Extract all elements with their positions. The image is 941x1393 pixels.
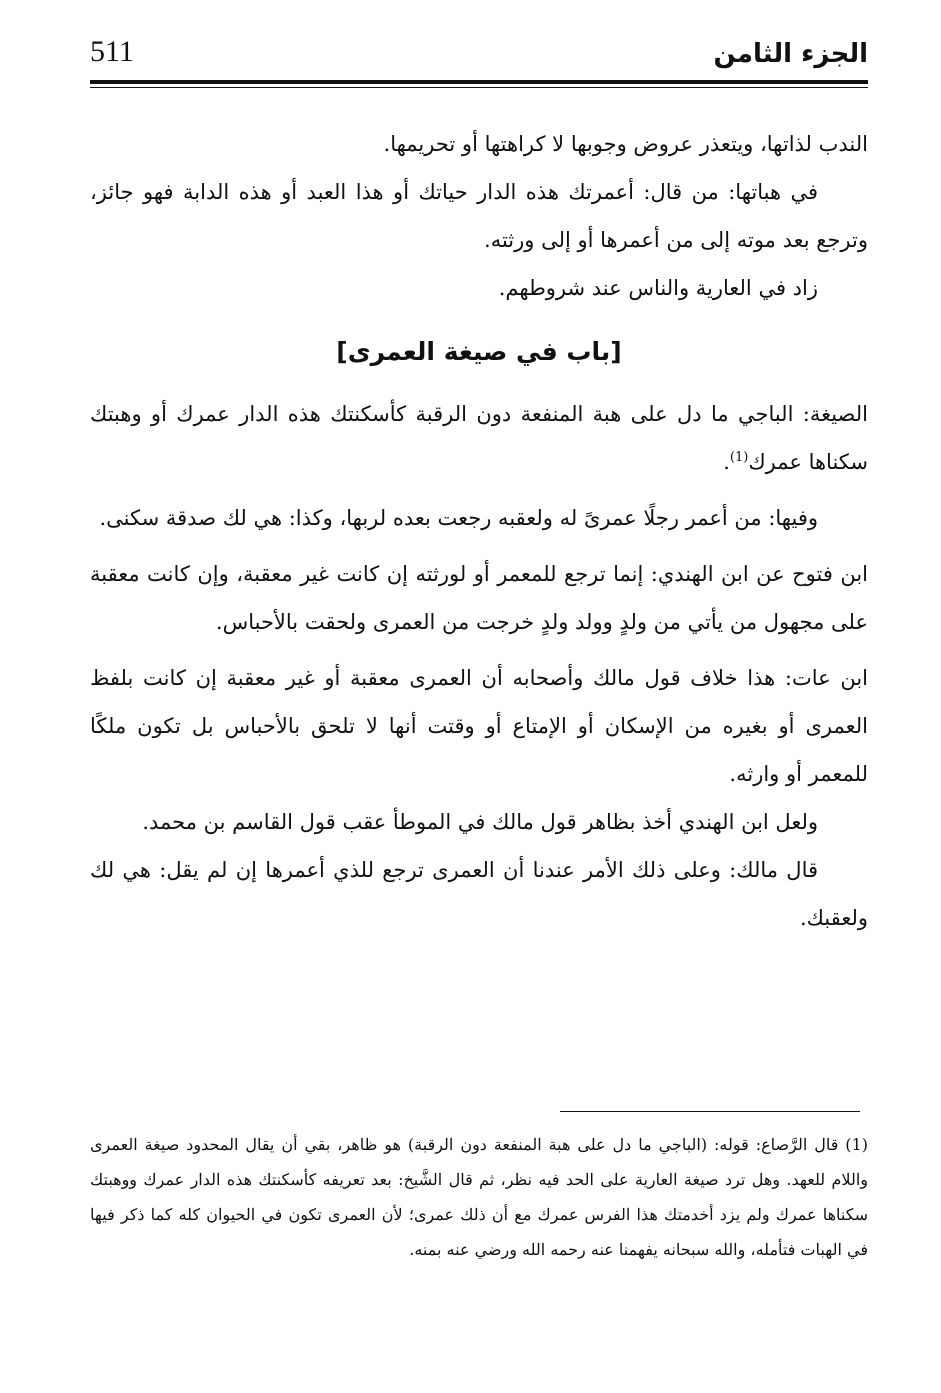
book-page: [90, 28, 868, 1368]
paragraph-7: ابن عات: هذا خلاف قول مالك وأصحابه أن العمرى معقبة أو غير معقبة إن كانت بلفظ العمرى أو بغيره من الإسكان أو الإمتاع أو وقتت أنها لا تلحق بالأحباس بل تكون ملكًا للمعمر أو وارثه.: [90, 666, 868, 786]
paragraph-4-end: .: [723, 450, 730, 474]
header-rule-thin: [90, 87, 868, 88]
paragraph-5: وفيها: من أعمر رجلًا عمرىً له ولعقبه رجعت بعده لربها، وكذا: هي لك صدقة سكنى.: [99, 506, 818, 530]
paragraph-4-text: الصيغة: الباجي ما دل على هبة المنفعة دون الرقبة كأسكنتك هذه الدار عمرك أو وهبتك سكناها عمرك: [90, 402, 868, 474]
section-heading: [باب في صيغة العمرى]: [336, 337, 622, 366]
page-number: 511: [90, 35, 134, 68]
main-text: [90, 120, 868, 942]
paragraph-1: الندب لذاتها، ويتعذر عروض وجوبها لا كراهتها أو تحريمها.: [383, 132, 868, 156]
header-rule-thick: [90, 80, 868, 84]
footnotes: [90, 1127, 868, 1267]
page-header: [90, 28, 868, 78]
paragraph-4: [90, 390, 868, 486]
running-title: الجزء الثامن: [713, 39, 868, 69]
paragraph-3: زاد في العارية والناس عند شروطهم.: [498, 276, 818, 300]
paragraph-2: في هباتها: من قال: أعمرتك هذه الدار حياتك أو هذا العبد أو هذه الدابة فهو جائز، وترجع بعد موته إلى من أعمرها أو إلى ورثته.: [90, 180, 868, 252]
paragraph-8: ولعل ابن الهندي أخذ بظاهر قول مالك في الموطأ عقب قول القاسم بن محمد.: [142, 810, 818, 834]
footnote-1: (1) قال الرَّصاع: قوله: (الباجي ما دل على هبة المنفعة دون الرقبة) هو ظاهر، بقي أن يقال المحدود صيغة العمرى واللام للعهد. وهل ترد صيغة العارية على الحد فيه نظر، ثم قال الشَّيخ: بعد تعريفه كأسكنتك هذه الدار عمرك ووهبتك سكناها عمرك ولم يزد أخدمتك هذا الفرس عمرك مع أن ذلك عمرى؛ لأن العمرى تكون في الحيوان كله كما ذكر فيها في الهبات فتأمله، والله سبحانه يفهمنا عنه رحمه الله ورضي عنه بمنه.: [90, 1135, 868, 1259]
footnote-ref-1: (1): [729, 450, 749, 465]
paragraph-9: قال مالك: وعلى ذلك الأمر عندنا أن العمرى ترجع للذي أعمرها إن لم يقل: هي لك ولعقبك.: [90, 858, 868, 930]
footnote-separator: [560, 1111, 860, 1112]
paragraph-6: ابن فتوح عن ابن الهندي: إنما ترجع للمعمر أو لورثته إن كانت غير معقبة، وإن كانت معقبة على مجهول من يأتي من ولدٍ وولد ولدٍ خرجت من العمرى ولحقت بالأحباس.: [90, 562, 868, 634]
